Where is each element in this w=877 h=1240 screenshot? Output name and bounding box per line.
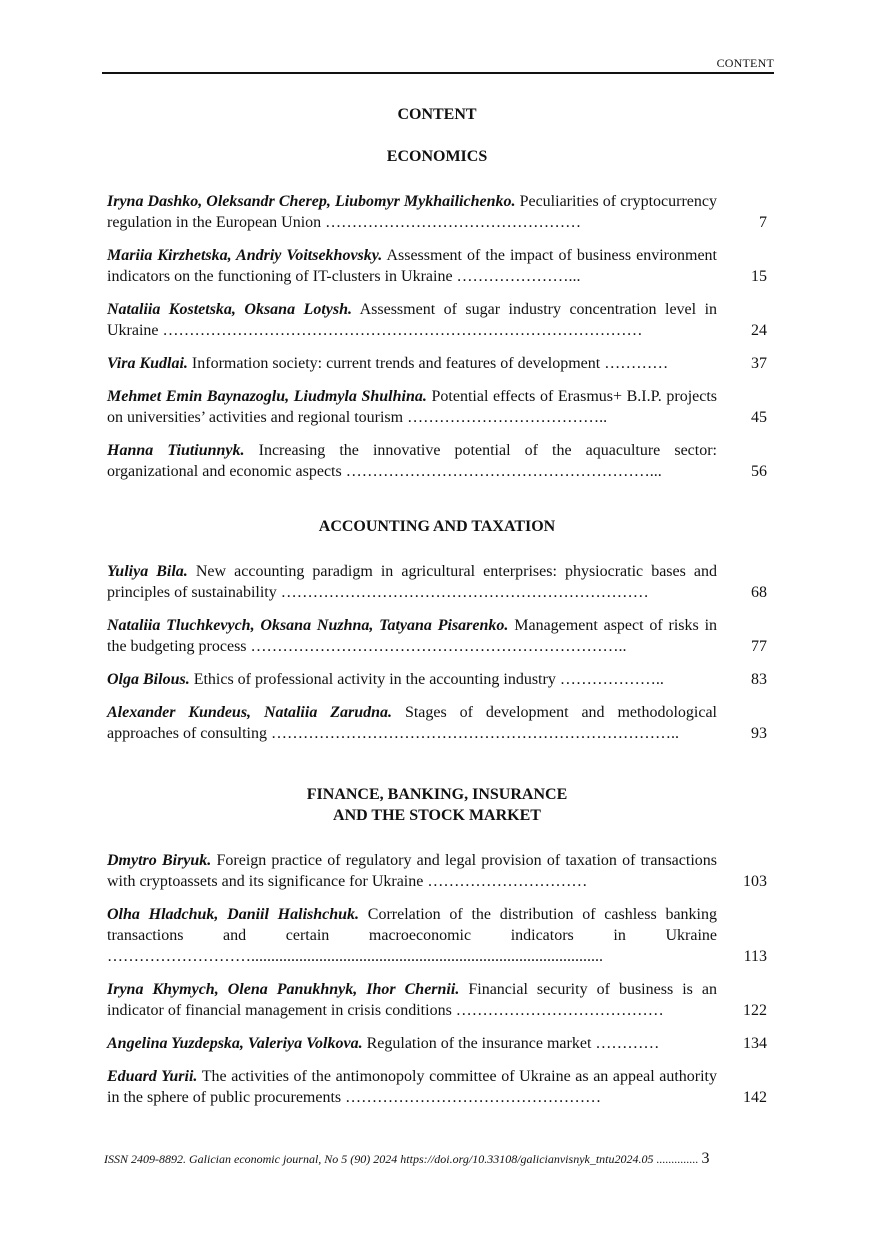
toc-entry-text <box>107 904 717 967</box>
toc-entry-authors: Iryna Dashko, Oleksandr Cherep, Liubomyr Mykhailichenko. <box>107 193 516 210</box>
toc-entry[interactable] <box>107 615 767 657</box>
toc-entry-title: Foreign practice of regulatory and legal provision of taxation of transactions with cryptoassets and its significance for Ukraine ………………………… <box>107 852 718 890</box>
toc-entry[interactable] <box>107 191 767 233</box>
toc-entry-authors: Mehmet Emin Baynazoglu, Liudmyla Shulhina. <box>107 388 427 405</box>
toc-entry-authors: Angelina Yuzdepska, Valeriya Volkova. <box>107 1035 363 1052</box>
toc-entry-text <box>107 702 717 744</box>
finance-entries <box>107 850 767 1108</box>
economics-entries <box>107 191 767 482</box>
toc-entry-title: Financial security of business is an indicator of financial management in crisis conditions ………………………………… <box>107 981 718 1019</box>
section-title-finance <box>107 784 767 826</box>
toc-entry-authors: Eduard Yurii. <box>107 1068 198 1085</box>
toc-entry-title: Assessment of the impact of business environment indicators on the functioning of IT-clusters in Ukraine …………………... <box>107 247 718 285</box>
toc-entry-authors: Alexander Kundeus, Nataliia Zarudna. <box>107 704 393 721</box>
footer-citation: ISSN 2409-8892. Galician economic journal, No 5 (90) 2024 https://doi.org/10.33108/galicianvisnyk_tntu2024.05 .............. <box>104 1152 699 1166</box>
toc-entry-authors: Vira Kudlai. <box>107 355 188 372</box>
table-of-contents <box>107 104 767 1120</box>
toc-entry-page: 77 <box>751 638 767 655</box>
toc-entry-title: Correlation of the distribution of cashless banking transactions and certain macroeconomic indicators in Ukraine ………………………........................................................................................ <box>107 906 718 965</box>
toc-entry-text <box>107 615 717 657</box>
toc-entry-title: Management aspect of risks in the budgeting process …………………………………………………………….. <box>107 617 718 655</box>
toc-entry-title: Potential effects of Erasmus+ B.I.P. projects on universities’ activities and regional tourism ……………………………….. <box>107 388 718 426</box>
toc-entry-page: 83 <box>751 671 767 688</box>
toc-entry-title: The activities of the antimonopoly committee of Ukraine as an appeal authority in the sphere of public procurements ………………………………………… <box>107 1068 717 1106</box>
toc-entry[interactable] <box>107 386 767 428</box>
toc-entry-text <box>107 440 717 482</box>
toc-entry-title: Assessment of sugar industry concentration level in Ukraine ……………………………………………………………………………… <box>107 301 718 339</box>
toc-entry[interactable] <box>107 850 767 892</box>
toc-entry-title: Increasing the innovative potential of the aquaculture sector: organizational and economic aspects …………………………………………………... <box>107 442 717 480</box>
toc-entry-authors: Iryna Khymych, Olena Panukhnyk, Ihor Chernii. <box>107 981 460 998</box>
toc-entry[interactable] <box>107 353 767 374</box>
toc-entry-text <box>107 561 717 603</box>
toc-entry-page: 142 <box>743 1089 767 1106</box>
toc-entry-title: Ethics of professional activity in the accounting industry ……………….. <box>193 671 664 688</box>
section-title-finance-line2: AND THE STOCK MARKET <box>333 807 541 824</box>
toc-entry-title: Regulation of the insurance market ………… <box>366 1035 660 1052</box>
toc-entry-text <box>107 353 717 374</box>
toc-entry[interactable] <box>107 669 767 690</box>
toc-entry-authors: Olga Bilous. <box>107 671 190 688</box>
toc-entry[interactable] <box>107 440 767 482</box>
toc-entry-page: 7 <box>759 214 767 231</box>
toc-entry[interactable] <box>107 299 767 341</box>
toc-entry-page: 93 <box>751 725 767 742</box>
toc-entry[interactable] <box>107 904 767 967</box>
toc-entry-text <box>107 1066 717 1108</box>
toc-entry-text <box>107 850 717 892</box>
toc-entry[interactable] <box>107 245 767 287</box>
page-footer <box>104 1150 776 1168</box>
toc-entry-page: 24 <box>751 322 767 339</box>
toc-entry-page: 134 <box>743 1035 767 1052</box>
toc-entry-page: 45 <box>751 409 767 426</box>
toc-entry-authors: Dmytro Biryuk. <box>107 852 212 869</box>
toc-entry-title: Peculiarities of cryptocurrency regulation in the European Union ………………………………………… <box>107 193 718 231</box>
toc-entry[interactable] <box>107 1033 767 1054</box>
toc-entry[interactable] <box>107 561 767 603</box>
toc-entry-text <box>107 669 717 690</box>
toc-entry[interactable] <box>107 702 767 744</box>
section-title-accounting: ACCOUNTING AND TAXATION <box>318 518 556 535</box>
toc-entry-authors: Olha Hladchuk, Daniil Halishchuk. <box>107 906 360 923</box>
toc-entry-text <box>107 386 717 428</box>
toc-entry-title: New accounting paradigm in agricultural enterprises: physiocratic bases and principles of sustainability …………………………………………………………… <box>107 563 718 601</box>
toc-entry-page: 37 <box>751 355 767 372</box>
toc-entry[interactable] <box>107 1066 767 1108</box>
toc-entry-authors: Yuliya Bila. <box>107 563 188 580</box>
toc-entry-text <box>107 191 717 233</box>
toc-entry-page: 103 <box>743 873 767 890</box>
section-title-economics: ECONOMICS <box>386 148 488 165</box>
toc-entry-page: 113 <box>743 948 767 965</box>
section-title-finance-line1: FINANCE, BANKING, INSURANCE <box>306 786 568 803</box>
toc-entry-title: Stages of development and methodological approaches of consulting ………………………………………………………………….. <box>107 704 717 742</box>
toc-entry[interactable] <box>107 979 767 1021</box>
toc-entry-page: 15 <box>751 268 767 285</box>
page-number: 3 <box>701 1150 710 1167</box>
toc-entry-text <box>107 1033 717 1054</box>
toc-entry-text <box>107 979 717 1021</box>
page-title: CONTENT <box>397 106 477 123</box>
toc-entry-authors: Nataliia Tluchkevych, Oksana Nuzhna, Tatyana Pisarenko. <box>107 617 509 634</box>
toc-entry-authors: Nataliia Kostetska, Oksana Lotysh. <box>107 301 352 318</box>
header-rule <box>102 72 774 74</box>
toc-entry-title: Information society: current trends and features of development ………… <box>191 355 669 372</box>
toc-entry-text <box>107 299 717 341</box>
toc-entry-page: 56 <box>751 463 767 480</box>
accounting-entries <box>107 561 767 744</box>
running-header: CONTENT <box>716 56 774 70</box>
toc-entry-text <box>107 245 717 287</box>
toc-entry-authors: Mariia Kirzhetska, Andriy Voitsekhovsky. <box>107 247 383 264</box>
toc-entry-authors: Hanna Tiutiunnyk. <box>107 442 245 459</box>
toc-entry-page: 68 <box>751 584 767 601</box>
toc-entry-page: 122 <box>743 1002 767 1019</box>
